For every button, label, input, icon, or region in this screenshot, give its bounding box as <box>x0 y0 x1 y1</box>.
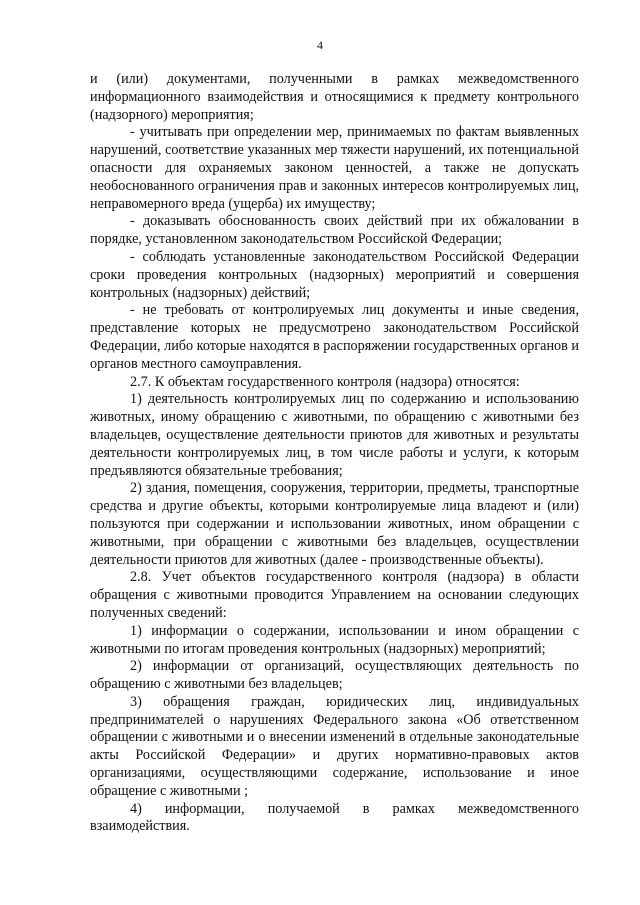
paragraph-2-8-item-2: 2) информации от организаций, осуществляющих деятельность по обращению с животными без владельцев; <box>90 658 579 693</box>
paragraph-prove-validity: - доказывать обоснованность своих действий при их обжаловании в порядке, установленном законодательством Российской Федерации; <box>90 213 579 248</box>
paragraph-2-8-item-1: 1) информации о содержании, использовании и ином обращении с животными по итогам проведения контрольных (надзорных) мероприятий; <box>90 622 579 657</box>
paragraph-consider-measures: - учитывать при определении мер, принимаемых по фактам выявленных нарушений, соответствие указанных мер тяжести нарушений, их потенциальной опасности для охраняемых законом ценностей, а также не допускать необоснованного ограничения прав и законных интересов контролируемых лиц, неправомерного вреда (ущерба) их имуществу; <box>90 124 579 212</box>
paragraph-2-7-heading: 2.7. К объектам государственного контроля (надзора) относятся: <box>130 373 520 390</box>
paragraph-2-7-item-1: 1) деятельность контролируемых лиц по содержанию и использованию животных, иному обращению с животными, по обращению с животными без владельцев, осуществление деятельности приютов для животных и результаты деятельности контролируемых лиц, в том числе работы и услуги, к которым предъявляются обязательные требования; <box>90 391 579 479</box>
paragraph-2-8-item-4: 4) информации, получаемой в рамках межведомственного взаимодействия. <box>90 800 579 835</box>
page-number: 4 <box>317 38 323 52</box>
paragraph-2-8-item-3: 3) обращения граждан, юридических лиц, индивидуальных предпринимателей о нарушениях Федерального закона «Об ответственном обращении с животными и о внесении изменений в отдельные законодательные акты Российской Федерации» и других нормативно-правовых актов организациями, осуществляющими содержание, использование и иное обращение с животными ; <box>90 693 579 799</box>
paragraph-continuation: и (или) документами, полученными в рамках межведомственного информационного взаимодействия и относящимися к предмету контрольного (надзорного) мероприятия; <box>90 71 579 123</box>
document-body <box>90 71 579 836</box>
paragraph-2-7-item-2: 2) здания, помещения, сооружения, территории, предметы, транспортные средства и другие объекты, которыми контролируемые лица владеют и (или) пользуются при содержании и использовании животных, ином обращении с животными, при обращении с животными без владельцев, осуществлении деятельности приютов для животных (далее - производственные объекты). <box>90 480 579 568</box>
paragraph-observe-deadlines: - соблюдать установленные законодательством Российской Федерации сроки проведения контрольных (надзорных) мероприятий и совершения контрольных (надзорных) действий; <box>90 248 579 301</box>
paragraph-2-8-heading: 2.8. Учет объектов государственного контроля (надзора) в области обращения с животными проводится Управлением на основании следующих полученных сведений: <box>90 569 579 621</box>
paragraph-not-require-documents: - не требовать от контролируемых лиц документы и иные сведения, представление которых не предусмотрено законодательством Российской Федерации, либо которые находятся в распоряжении государственных органов и органов местного самоуправления. <box>90 302 579 372</box>
